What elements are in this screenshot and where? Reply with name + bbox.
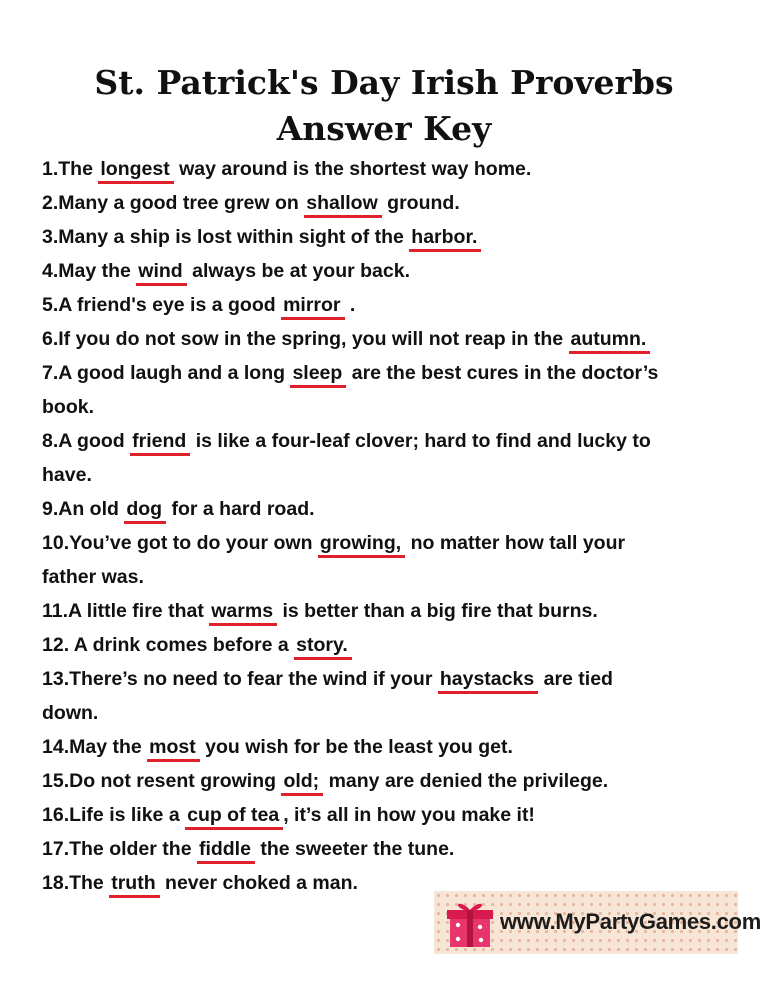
proverb-text: you wish for be the least you get. [199,736,513,758]
proverb-line [42,764,742,798]
proverb-line [42,390,742,424]
proverb-text: never choked a man. [159,872,358,894]
proverb-text: 4.May the [42,260,137,282]
proverb-text: always be at your back. [186,260,410,282]
proverb-answer: shallow [304,191,382,218]
proverb-line [42,628,742,662]
proverb-answer: fiddle [197,837,255,864]
proverb-answer: growing, [318,531,405,558]
proverb-line [42,594,742,628]
proverb-text: are the best cures in the doctor’s [346,362,659,384]
proverb-line [42,424,742,458]
proverb-text: is like a four-leaf clover; hard to find and lucky to [190,430,651,452]
proverb-line [42,152,742,186]
proverb-answer: dog [124,497,166,524]
site-logo[interactable] [434,891,761,954]
proverb-line [42,526,742,560]
proverb-text: have. [42,464,92,486]
proverb-text: are tied [538,668,613,690]
proverb-text: 9.An old [42,498,125,520]
proverb-text: 11.A little fire that [42,600,210,622]
proverb-line [42,662,742,696]
proverb-answer: story. [294,633,352,660]
proverb-text: 12. A drink comes before a [42,634,295,656]
proverb-text: . [344,294,356,316]
proverb-answer: cup of tea [185,803,283,830]
proverb-answer: sleep [290,361,346,388]
proverb-line [42,492,742,526]
proverb-text: 8.A good [42,430,131,452]
proverb-text: 1.The [42,158,99,180]
proverb-answer: friend [130,429,190,456]
proverb-text: 17.The older the [42,838,197,860]
proverb-line [42,356,742,390]
proverb-line [42,220,742,254]
proverb-line [42,254,742,288]
proverb-text: 3.Many a ship is lost within sight of the [42,226,410,248]
proverb-answer: most [147,735,200,762]
proverb-text: 15.Do not resent growing [42,770,282,792]
proverb-line [42,288,742,322]
proverb-answer: truth [109,871,159,898]
proverb-text: 2.Many a good tree grew on [42,192,305,214]
proverb-answer: mirror [281,293,344,320]
proverb-text: book. [42,396,94,418]
title-line-1: St. Patrick's Day Irish Proverbs [94,63,674,102]
proverb-text: way around is the shortest way home. [173,158,532,180]
proverb-line [42,560,742,594]
proverb-text: for a hard road. [166,498,315,520]
proverb-text: the sweeter the tune. [254,838,455,860]
gift-box-icon [444,897,496,949]
proverb-text: , it’s all in how you make it! [283,804,535,826]
proverb-text: 5.A friend's eye is a good [42,294,282,316]
proverb-text: is better than a big fire that burns. [277,600,598,622]
proverb-text: ground. [381,192,460,214]
proverb-text: father was. [42,566,144,588]
proverb-text: 6.If you do not sow in the spring, you will not reap in the [42,328,569,350]
proverb-line [42,696,742,730]
proverb-text: 18.The [42,872,110,894]
proverb-line [42,798,742,832]
proverb-text: down. [42,702,99,724]
proverb-text: 13.There’s no need to fear the wind if your [42,668,438,690]
proverb-answer: longest [98,157,173,184]
proverb-line [42,322,742,356]
proverb-text: 7.A good laugh and a long [42,362,291,384]
proverb-text: 14.May the [42,736,148,758]
proverb-line [42,186,742,220]
proverb-answer: wind [136,259,186,286]
proverb-answer: haystacks [438,667,538,694]
proverb-answer: old; [281,769,323,796]
proverb-answer: harbor. [409,225,481,252]
proverb-line [42,832,742,866]
proverb-answer: autumn. [569,327,651,354]
page-title [0,60,768,152]
proverb-line [42,458,742,492]
proverb-answer: warms [209,599,277,626]
proverb-text: 16.Life is like a [42,804,186,826]
proverb-line [42,730,742,764]
proverb-text: many are denied the privilege. [323,770,609,792]
logo-text: www.MyPartyGames.com [500,909,761,934]
proverb-list [42,152,742,900]
proverb-text: no matter how tall your [405,532,626,554]
title-line-2: Answer Key [276,109,492,148]
proverb-text: 10.You’ve got to do your own [42,532,318,554]
